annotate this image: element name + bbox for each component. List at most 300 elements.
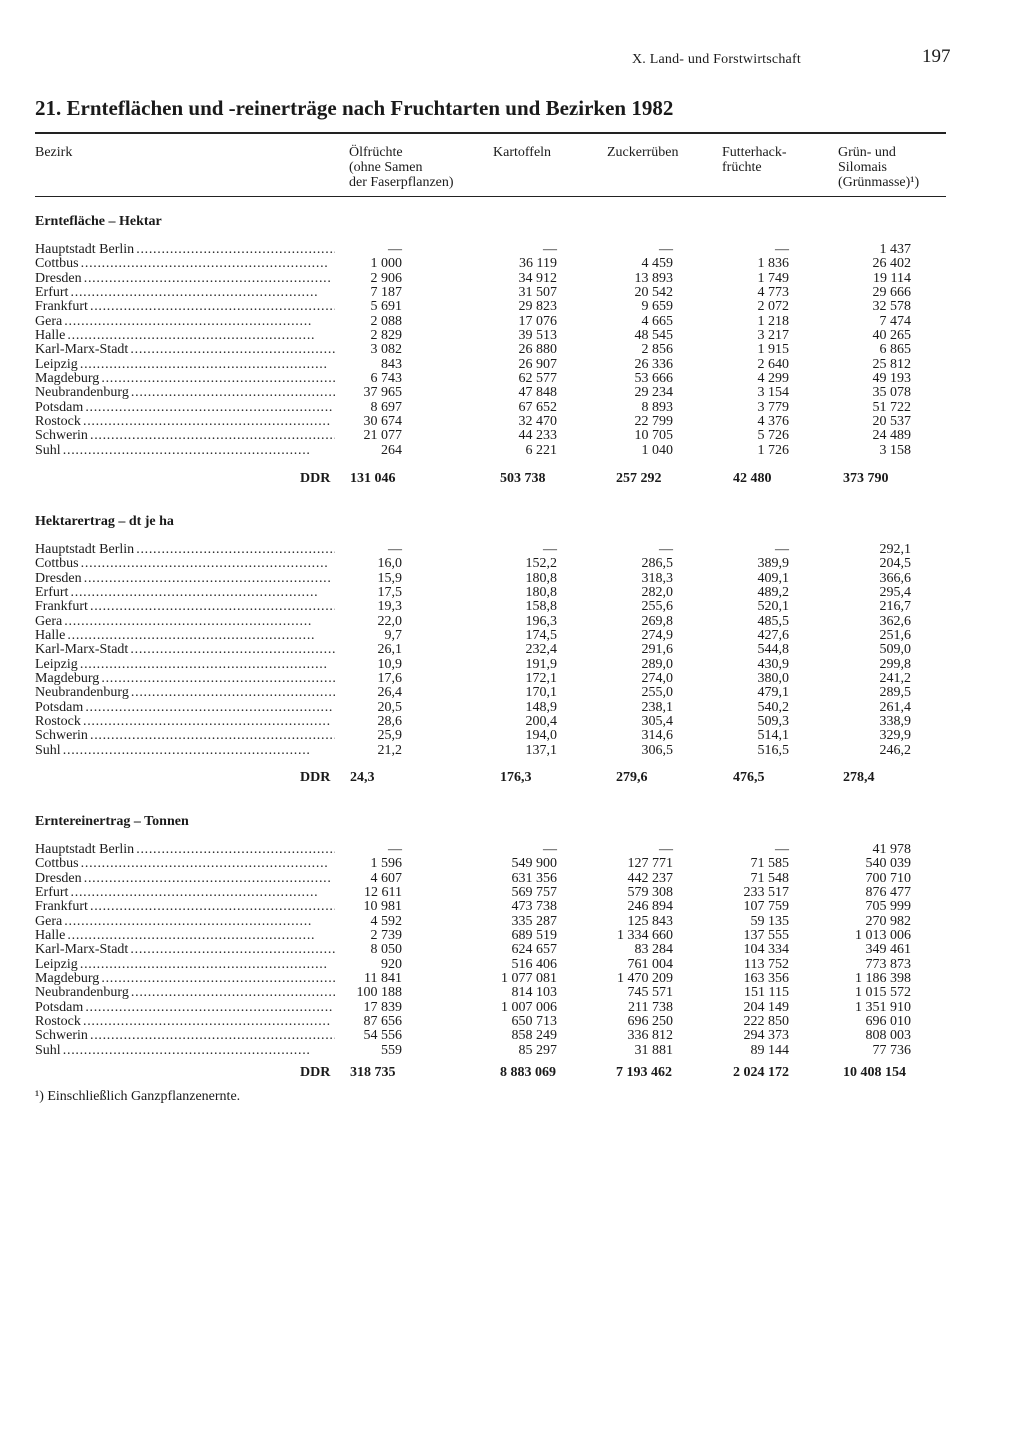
bezirk-name: Suhl . . . — [35, 444, 335, 458]
table-cell: 1 218 — [757, 313, 789, 329]
table-cell: 255,0 — [641, 685, 673, 701]
table-cell: 808 003 — [865, 1028, 911, 1044]
table-cell: 59 135 — [750, 913, 789, 929]
table-cell: 71 585 — [750, 856, 789, 872]
table-cell: 17 839 — [363, 999, 402, 1015]
table-cell: 241,2 — [879, 671, 911, 687]
bezirk-name: Suhl . . . — [35, 1044, 335, 1058]
table-cell: 520,1 — [757, 599, 789, 615]
bezirk-name: Karl-Marx-Stadt . . . — [35, 943, 335, 957]
table-cell: 509,3 — [757, 714, 789, 730]
table-row — [0, 386, 1024, 400]
total-label: DDR — [300, 471, 331, 486]
table-cell: 1 437 — [879, 242, 911, 257]
table-cell: 54 556 — [363, 1028, 402, 1044]
table-cell: 485,5 — [757, 613, 789, 629]
table-cell: 238,1 — [641, 699, 673, 715]
bezirk-name: Halle . . . — [35, 629, 335, 643]
bezirk-name: Gera . . . — [35, 315, 335, 329]
table-cell: 21 077 — [363, 428, 402, 444]
column-header-oelfruechte: Ölfrüchte (ohne Samen der Faserpflanzen) — [349, 145, 454, 190]
bezirk-name: Dresden . . . — [35, 572, 335, 586]
table-cell: 174,5 — [525, 628, 557, 644]
table-cell: 295,4 — [879, 585, 911, 601]
table-row — [0, 543, 1024, 557]
table-cell: 24 489 — [872, 428, 911, 444]
table-cell: 282,0 — [641, 585, 673, 601]
table-row — [0, 701, 1024, 715]
table-row — [0, 1015, 1024, 1029]
table-row — [0, 929, 1024, 943]
table-cell: 21,2 — [377, 742, 402, 758]
table-cell: 631 356 — [511, 870, 557, 886]
table-cell: 1 000 — [370, 256, 402, 272]
table-row — [0, 300, 1024, 314]
table-cell: 264 — [381, 442, 402, 458]
total-cell: 131 046 — [350, 471, 396, 486]
table-cell: 246,2 — [879, 742, 911, 758]
section-rows-erntereinertrag — [0, 843, 1024, 1058]
table-cell: 540,2 — [757, 699, 789, 715]
table-cell: 489,2 — [757, 585, 789, 601]
table-cell: 305,4 — [641, 714, 673, 730]
table-cell: 409,1 — [757, 570, 789, 586]
table-row — [0, 343, 1024, 357]
table-cell: 1 351 910 — [855, 999, 911, 1015]
table-cell: 274,9 — [641, 628, 673, 644]
table-cell: 366,6 — [879, 570, 911, 586]
table-cell: 31 507 — [518, 285, 557, 301]
total-cell: 7 193 462 — [616, 1065, 672, 1080]
table-cell: 204 149 — [743, 999, 789, 1015]
bezirk-name: Dresden . . . — [35, 272, 335, 286]
table-cell: 514,1 — [757, 728, 789, 744]
table-cell: 26 336 — [634, 356, 673, 372]
table-cell: — — [775, 542, 789, 557]
table-cell: — — [543, 542, 557, 557]
table-cell: 7 474 — [879, 313, 911, 329]
table-cell: 125 843 — [627, 913, 673, 929]
bezirk-name: Erfurt . . . — [35, 886, 335, 900]
table-cell: 89 144 — [750, 1042, 789, 1058]
table-cell: 5 726 — [757, 428, 789, 444]
bezirk-name: Karl-Marx-Stadt . . . — [35, 643, 335, 657]
table-cell: 650 713 — [511, 1014, 557, 1030]
total-cell: 176,3 — [500, 770, 532, 785]
table-cell: 559 — [381, 1042, 402, 1058]
table-row — [0, 572, 1024, 586]
total-cell: 2 024 172 — [733, 1065, 789, 1080]
table-cell: 67 652 — [518, 399, 557, 415]
table-cell: 26,4 — [377, 685, 402, 701]
bezirk-name: Schwerin . . . — [35, 429, 335, 443]
table-cell: 430,9 — [757, 656, 789, 672]
table-cell: 85 297 — [518, 1042, 557, 1058]
table-cell: 6 221 — [525, 442, 557, 458]
table-row — [0, 729, 1024, 743]
table-cell: — — [659, 242, 673, 257]
table-cell: 540 039 — [865, 856, 911, 872]
table-cell: 100 188 — [356, 985, 402, 1001]
table-cell: 29 666 — [872, 285, 911, 301]
table-cell: 291,6 — [641, 642, 673, 658]
table-cell: 2 072 — [757, 299, 789, 315]
table-cell: 26 907 — [518, 356, 557, 372]
total-label: DDR — [300, 1065, 331, 1080]
table-cell: — — [659, 542, 673, 557]
section-heading-hektarertrag: Hektarertrag – dt je ha — [35, 514, 174, 529]
table-cell: 269,8 — [641, 613, 673, 629]
table-row — [0, 1029, 1024, 1043]
top-rule — [35, 132, 946, 134]
table-cell: 442 237 — [627, 870, 673, 886]
total-label: DDR — [300, 770, 331, 785]
table-cell: 286,5 — [641, 556, 673, 572]
table-row — [0, 1044, 1024, 1058]
table-cell: 4 376 — [757, 414, 789, 430]
table-cell: 180,8 — [525, 570, 557, 586]
table-cell: 2 906 — [370, 270, 402, 286]
table-cell: 172,1 — [525, 671, 557, 687]
page-number: 197 — [922, 46, 951, 67]
table-cell: 13 893 — [634, 270, 673, 286]
table-row — [0, 315, 1024, 329]
bezirk-name: Magdeburg . . . — [35, 372, 335, 386]
table-cell: 270 982 — [865, 913, 911, 929]
table-row — [0, 943, 1024, 957]
bezirk-name: Frankfurt . . . — [35, 600, 335, 614]
table-cell: 3 217 — [757, 328, 789, 344]
table-row — [0, 900, 1024, 914]
table-cell: 20 537 — [872, 414, 911, 430]
table-cell: 3 082 — [370, 342, 402, 358]
column-header-futterhackfruechte: Futterhack- früchte — [722, 145, 787, 175]
total-cell: 278,4 — [843, 770, 875, 785]
total-cell: 318 735 — [350, 1065, 396, 1080]
table-cell: 1 013 006 — [855, 928, 911, 944]
table-cell: 32 470 — [518, 414, 557, 430]
table-cell: 222 850 — [743, 1014, 789, 1030]
table-cell: 336 812 — [627, 1028, 673, 1044]
total-cell: 476,5 — [733, 770, 765, 785]
table-cell: 624 657 — [511, 942, 557, 958]
table-cell: 22 799 — [634, 414, 673, 430]
table-cell: 9,7 — [384, 628, 402, 644]
table-cell: 104 334 — [743, 942, 789, 958]
total-cell: 8 883 069 — [500, 1065, 556, 1080]
table-cell: 11 841 — [364, 971, 402, 987]
table-cell: — — [543, 842, 557, 857]
total-cell: 10 408 154 — [843, 1065, 906, 1080]
table-cell: 255,6 — [641, 599, 673, 615]
bezirk-name: Potsdam . . . — [35, 401, 335, 415]
table-row — [0, 629, 1024, 643]
bezirk-name: Magdeburg . . . — [35, 972, 335, 986]
table-row — [0, 272, 1024, 286]
table-row — [0, 986, 1024, 1000]
table-row — [0, 972, 1024, 986]
table-cell: 2 829 — [370, 328, 402, 344]
table-cell: 22,0 — [377, 613, 402, 629]
bezirk-name: Halle . . . — [35, 929, 335, 943]
table-cell: — — [775, 842, 789, 857]
table-row — [0, 744, 1024, 758]
table-cell: 127 771 — [627, 856, 673, 872]
bezirk-name: Gera . . . — [35, 915, 335, 929]
total-cell: 42 480 — [733, 471, 772, 486]
section-rows-hektarertrag — [0, 543, 1024, 758]
table-cell: 48 545 — [634, 328, 673, 344]
table-cell: 292,1 — [879, 542, 911, 557]
table-cell: 20,5 — [377, 699, 402, 715]
table-cell: 10,9 — [377, 656, 402, 672]
table-cell: 87 656 — [363, 1014, 402, 1030]
table-row — [0, 286, 1024, 300]
table-cell: 1 007 006 — [501, 999, 557, 1015]
table-cell: 3 158 — [879, 442, 911, 458]
table-row — [0, 429, 1024, 443]
table-cell: 299,8 — [879, 656, 911, 672]
column-header-bezirk: Bezirk — [35, 145, 73, 160]
table-cell: 8 697 — [370, 399, 402, 415]
table-cell: 2 640 — [757, 356, 789, 372]
table-cell: 516,5 — [757, 742, 789, 758]
bezirk-name: Rostock . . . — [35, 1015, 335, 1029]
table-row — [0, 358, 1024, 372]
bezirk-name: Neubrandenburg . . . — [35, 386, 335, 400]
table-cell: 246 894 — [627, 899, 673, 915]
table-row — [0, 372, 1024, 386]
table-cell: 516 406 — [511, 956, 557, 972]
table-cell: 876 477 — [865, 885, 911, 901]
table-cell: 191,9 — [525, 656, 557, 672]
table-cell: 12 611 — [364, 885, 402, 901]
table-row — [0, 329, 1024, 343]
table-row — [0, 715, 1024, 729]
bezirk-name: Gera . . . — [35, 615, 335, 629]
bezirk-name: Leipzig . . . — [35, 958, 335, 972]
table-cell: 170,1 — [525, 685, 557, 701]
bezirk-name: Frankfurt . . . — [35, 900, 335, 914]
table-cell: 148,9 — [525, 699, 557, 715]
table-cell: 16,0 — [377, 556, 402, 572]
bezirk-name: Potsdam . . . — [35, 1001, 335, 1015]
table-cell: 15,9 — [377, 570, 402, 586]
table-cell: 71 548 — [750, 870, 789, 886]
table-cell: 1 726 — [757, 442, 789, 458]
table-cell: 32 578 — [872, 299, 911, 315]
table-cell: 329,9 — [879, 728, 911, 744]
table-cell: 49 193 — [872, 371, 911, 387]
table-cell: 216,7 — [879, 599, 911, 615]
table-cell: — — [543, 242, 557, 257]
column-header-zuckerrueben: Zuckerrüben — [607, 145, 679, 160]
table-cell: 814 103 — [511, 985, 557, 1001]
table-cell: 1 077 081 — [501, 971, 557, 987]
table-row — [0, 444, 1024, 458]
table-cell: 137 555 — [743, 928, 789, 944]
table-row — [0, 1001, 1024, 1015]
table-cell: 261,4 — [879, 699, 911, 715]
table-cell: 4 459 — [641, 256, 673, 272]
table-cell: 20 542 — [634, 285, 673, 301]
table-row — [0, 257, 1024, 271]
running-head: X. Land- und Forstwirtschaft — [632, 52, 801, 67]
table-cell: 31 881 — [634, 1042, 673, 1058]
bezirk-name: Erfurt . . . — [35, 586, 335, 600]
table-cell: 335 287 — [511, 913, 557, 929]
table-cell: 10 705 — [634, 428, 673, 444]
table-cell: 6 865 — [879, 342, 911, 358]
table-cell: 36 119 — [519, 256, 557, 272]
table-row — [0, 243, 1024, 257]
bezirk-name: Cottbus . . . — [35, 557, 335, 571]
table-cell: 41 978 — [872, 842, 911, 857]
table-cell: 113 752 — [744, 956, 789, 972]
table-cell: 2 739 — [370, 928, 402, 944]
table-row — [0, 686, 1024, 700]
column-header-silomais: Grün- und Silomais (Grünmasse)¹) — [838, 145, 920, 190]
table-cell: 696 010 — [865, 1014, 911, 1030]
table-cell: 509,0 — [879, 642, 911, 658]
bezirk-name: Schwerin . . . — [35, 1029, 335, 1043]
table-cell: 26 402 — [872, 256, 911, 272]
bezirk-name: Hauptstadt Berlin . . . — [35, 843, 335, 857]
table-cell: 25,9 — [377, 728, 402, 744]
table-cell: 289,5 — [879, 685, 911, 701]
table-row — [0, 615, 1024, 629]
section-heading-erntereinertrag: Erntereinertrag – Tonnen — [35, 814, 189, 829]
table-cell: 5 691 — [370, 299, 402, 315]
table-cell: 251,6 — [879, 628, 911, 644]
table-cell: 1 749 — [757, 270, 789, 286]
table-cell: 745 571 — [627, 985, 673, 1001]
table-cell: 544,8 — [757, 642, 789, 658]
table-cell: 289,0 — [641, 656, 673, 672]
bezirk-name: Potsdam . . . — [35, 701, 335, 715]
table-cell: 233 517 — [743, 885, 789, 901]
table-cell: 17,5 — [377, 585, 402, 601]
table-title: 21. Ernteflächen und -reinerträge nach Fruchtarten und Bezirken 1982 — [35, 96, 674, 120]
table-cell: 1 334 660 — [617, 928, 673, 944]
table-cell: — — [775, 242, 789, 257]
table-cell: 1 040 — [641, 442, 673, 458]
table-cell: 549 900 — [511, 856, 557, 872]
table-cell: 17 076 — [518, 313, 557, 329]
table-cell: 3 154 — [757, 385, 789, 401]
table-cell: 51 722 — [872, 399, 911, 415]
table-cell: 26,1 — [377, 642, 402, 658]
table-cell: 25 812 — [872, 356, 911, 372]
table-row — [0, 672, 1024, 686]
table-cell: 1 836 — [757, 256, 789, 272]
column-header-kartoffeln: Kartoffeln — [493, 145, 552, 160]
section-heading-ernteflaeche: Erntefläche – Hektar — [35, 214, 162, 229]
table-cell: 705 999 — [865, 899, 911, 915]
total-cell: 279,6 — [616, 770, 648, 785]
table-row — [0, 401, 1024, 415]
bezirk-name: Karl-Marx-Stadt . . . — [35, 343, 335, 357]
table-cell: 362,6 — [879, 613, 911, 629]
table-cell: 37 965 — [363, 385, 402, 401]
total-cell: 373 790 — [843, 471, 889, 486]
table-cell: 4 592 — [370, 913, 402, 929]
table-cell: 579 308 — [627, 885, 673, 901]
table-cell: — — [388, 542, 402, 557]
table-row — [0, 843, 1024, 857]
table-row — [0, 915, 1024, 929]
table-cell: 274,0 — [641, 671, 673, 687]
table-cell: 137,1 — [525, 742, 557, 758]
table-cell: 1 470 209 — [617, 971, 673, 987]
table-cell: 479,1 — [757, 685, 789, 701]
table-cell: 83 284 — [634, 942, 673, 958]
table-cell: 10 981 — [363, 899, 402, 915]
table-row — [0, 886, 1024, 900]
bezirk-name: Magdeburg . . . — [35, 672, 335, 686]
table-cell: 35 078 — [872, 385, 911, 401]
bezirk-name: Cottbus . . . — [35, 857, 335, 871]
table-cell: 28,6 — [377, 714, 402, 730]
table-cell: 473 738 — [511, 899, 557, 915]
bezirk-name: Erfurt . . . — [35, 286, 335, 300]
table-row — [0, 958, 1024, 972]
table-cell: 204,5 — [879, 556, 911, 572]
bezirk-name: Leipzig . . . — [35, 658, 335, 672]
table-cell: 194,0 — [525, 728, 557, 744]
table-cell: 29 234 — [634, 385, 673, 401]
table-cell: 47 848 — [518, 385, 557, 401]
table-cell: 7 187 — [370, 285, 402, 301]
table-cell: 427,6 — [757, 628, 789, 644]
table-cell: 4 607 — [370, 870, 402, 886]
table-cell: 34 912 — [518, 270, 557, 286]
table-cell: 62 577 — [518, 371, 557, 387]
table-cell: 19,3 — [377, 599, 402, 615]
table-cell: 152,2 — [525, 556, 557, 572]
bezirk-name: Neubrandenburg . . . — [35, 986, 335, 1000]
table-cell: 39 513 — [518, 328, 557, 344]
bezirk-name: Hauptstadt Berlin . . . — [35, 243, 335, 257]
table-cell: 761 004 — [627, 956, 673, 972]
table-cell: 180,8 — [525, 585, 557, 601]
table-cell: 349 461 — [865, 942, 911, 958]
bezirk-name: Dresden . . . — [35, 872, 335, 886]
bezirk-name: Hauptstadt Berlin . . . — [35, 543, 335, 557]
table-cell: 1 186 398 — [855, 971, 911, 987]
table-row — [0, 586, 1024, 600]
table-cell: 40 265 — [872, 328, 911, 344]
table-cell: 6 743 — [370, 371, 402, 387]
table-cell: 318,3 — [641, 570, 673, 586]
table-cell: 294 373 — [743, 1028, 789, 1044]
total-cell: 503 738 — [500, 471, 546, 486]
table-cell: 151 115 — [744, 985, 789, 1001]
table-cell: 8 893 — [641, 399, 673, 415]
footnote: ¹) Einschließlich Ganzpflanzenernte. — [35, 1089, 241, 1104]
bezirk-name: Leipzig . . . — [35, 358, 335, 372]
table-row — [0, 857, 1024, 871]
table-cell: 17,6 — [377, 671, 402, 687]
section-rows-ernteflaeche — [0, 243, 1024, 458]
table-cell: 19 114 — [873, 270, 911, 286]
bezirk-name: Neubrandenburg . . . — [35, 686, 335, 700]
table-cell: 8 050 — [370, 942, 402, 958]
table-cell: — — [388, 242, 402, 257]
table-cell: 380,0 — [757, 671, 789, 687]
table-cell: 3 779 — [757, 399, 789, 415]
table-cell: 306,5 — [641, 742, 673, 758]
